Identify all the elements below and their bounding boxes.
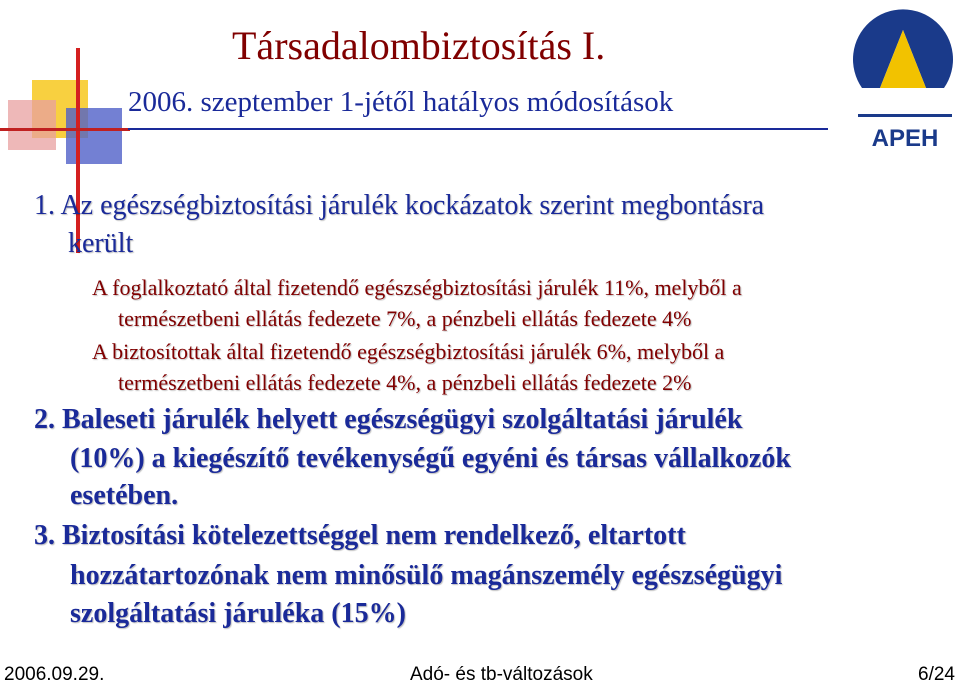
footer-date: 2006.09.29.	[4, 664, 105, 685]
decor-red-horizontal-line	[0, 128, 130, 131]
page-title: Társadalombiztosítás I.	[232, 23, 606, 68]
apeh-logo	[840, 0, 960, 160]
item-2-line-2: (10%) a kiegészítő tevékenységű egyéni és társas vállalkozók	[70, 443, 791, 474]
item-1-line-2: került	[68, 228, 134, 259]
item-3-line-1: 3. Biztosítási kötelezettséggel nem rendelkező, eltartott	[34, 520, 686, 551]
decor-red-square	[8, 100, 56, 150]
sub-item-1-line-2: természetbeni ellátás fedezete 7%, a pénzbeli ellátás fedezete 4%	[118, 306, 692, 331]
sub-item-2-line-1: A biztosítottak által fizetendő egészségbiztosítási járulék 6%, melyből a	[92, 339, 725, 364]
apeh-logo-text: APEH	[871, 125, 939, 152]
apeh-logo-icon	[840, 0, 960, 160]
item-2-line-1: 2. Baleseti járulék helyett egészségügyi szolgáltatási járulék	[34, 404, 743, 435]
sub-item-1-line-1: A foglalkoztató által fizetendő egészségbiztosítási járulék 11%, melyből a	[92, 275, 742, 300]
page-subtitle: 2006. szeptember 1-jétől hatályos módosítások	[128, 86, 674, 118]
item-3-line-3: szolgáltatási járuléka (15%)	[70, 598, 406, 629]
item-3-line-2: hozzátartozónak nem minősülő magánszemély egészségügyi	[70, 560, 783, 591]
footer-page-number: 6/24	[918, 664, 955, 685]
item-1-line-1: 1. Az egészségbiztosítási járulék kockázatok szerint megbontásra	[34, 190, 765, 221]
title-divider	[128, 128, 828, 130]
decor-red-vertical-line	[76, 48, 80, 253]
decor-blue-square	[66, 108, 122, 164]
sub-item-2-line-2: természetbeni ellátás fedezete 4%, a pénzbeli ellátás fedezete 2%	[118, 370, 692, 395]
item-2-line-3: esetében.	[70, 480, 179, 511]
footer-title: Adó- és tb-változások	[410, 664, 593, 685]
